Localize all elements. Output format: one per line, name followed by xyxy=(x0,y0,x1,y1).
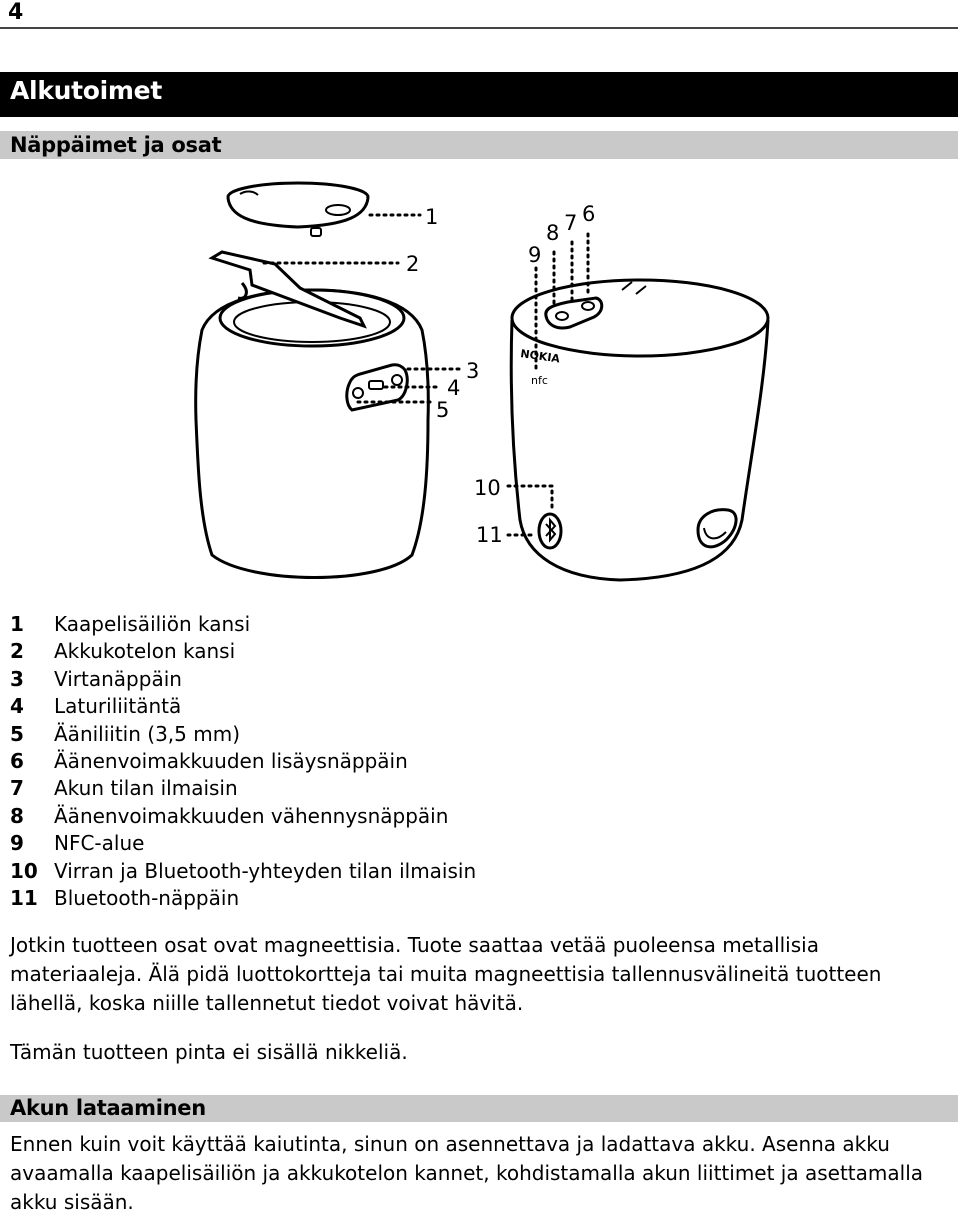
part-number: 2 xyxy=(10,639,24,664)
page-number: 4 xyxy=(8,0,24,25)
part-number: 10 xyxy=(10,858,38,883)
callout-2: 2 xyxy=(406,252,420,276)
chapter-title: Alkutoimet xyxy=(10,76,162,105)
part-number: 6 xyxy=(10,748,24,773)
cable-lid-pin xyxy=(311,228,321,236)
callout-3: 3 xyxy=(466,359,480,383)
part-label: Virtanäppäin xyxy=(54,666,182,691)
battery-cover-tab xyxy=(238,283,246,298)
part-label: Akun tilan ilmaisin xyxy=(54,776,238,801)
callout-7: 7 xyxy=(564,211,578,235)
charging-instructions: Ennen kuin voit käyttää kaiutinta, sinun on asennettava ja ladattava akku. Asenna akku avaamalla kaapelisäiliön ja akkukotelon kannet, kohdistamalla akun liittimet ja asettamalla akku sisään. xyxy=(10,1132,924,1214)
parts-list xyxy=(10,611,476,912)
callout-4: 4 xyxy=(447,376,461,400)
part-label: Äänenvoimakkuuden vähennysnäppäin xyxy=(54,803,449,828)
section-title-keys: Näppäimet ja osat xyxy=(10,133,222,157)
part-label: Ääniliitin (3,5 mm) xyxy=(54,721,241,746)
callout-1: 1 xyxy=(425,205,439,229)
part-number: 8 xyxy=(10,803,24,828)
callout-11: 11 xyxy=(476,523,503,547)
callout-8: 8 xyxy=(546,221,560,245)
speaker-left-drawing xyxy=(196,183,429,578)
part-number: 11 xyxy=(10,885,38,910)
magnet-warning: Jotkin tuotteen osat ovat magneettisia. Tuote saattaa vetää puoleensa metallisia materiaaleja. Älä pidä luottokortteja tai muita magneettisia tallennusvälineitä tuotteen lähellä, koska niille tallennetut tiedot voivat hävitä. xyxy=(10,933,882,1015)
speaker-right-drawing xyxy=(511,280,768,580)
nokia-logo: NOKIA xyxy=(519,347,561,366)
list-item xyxy=(10,775,476,802)
list-item xyxy=(10,885,476,912)
section-title-charging: Akun lataaminen xyxy=(10,1096,206,1120)
part-label: Kaapelisäiliön kansi xyxy=(54,612,251,636)
part-label: Bluetooth-näppäin xyxy=(54,885,240,910)
list-item xyxy=(10,803,476,830)
header-rule xyxy=(0,27,958,29)
part-label: Äänenvoimakkuuden lisäysnäppäin xyxy=(54,748,408,773)
list-item xyxy=(10,666,476,693)
part-number: 7 xyxy=(10,776,24,801)
nfc-mark: nfc xyxy=(531,374,548,387)
list-item xyxy=(10,858,476,885)
part-number: 4 xyxy=(10,694,24,719)
speaker-illustration xyxy=(0,165,960,605)
part-label: Virran ja Bluetooth-yhteyden tilan ilmaisin xyxy=(54,858,477,883)
list-item xyxy=(10,830,476,857)
part-number: 9 xyxy=(10,831,24,856)
list-item xyxy=(10,638,476,665)
part-label: NFC-alue xyxy=(54,831,145,856)
part-number: 5 xyxy=(10,721,24,746)
callout-5: 5 xyxy=(436,398,450,422)
part-number: 1 xyxy=(10,612,24,636)
list-item xyxy=(10,748,476,775)
part-label: Laturiliitäntä xyxy=(54,694,182,719)
callout-10: 10 xyxy=(474,476,501,500)
part-label: Akkukotelon kansi xyxy=(54,639,236,664)
nickel-note: Tämän tuotteen pinta ei sisällä nikkeliä. xyxy=(10,1040,408,1064)
part-number: 3 xyxy=(10,666,24,691)
list-item xyxy=(10,693,476,720)
callout-9: 9 xyxy=(528,243,542,267)
callout-6: 6 xyxy=(582,202,596,226)
list-item xyxy=(10,611,476,638)
list-item xyxy=(10,721,476,748)
